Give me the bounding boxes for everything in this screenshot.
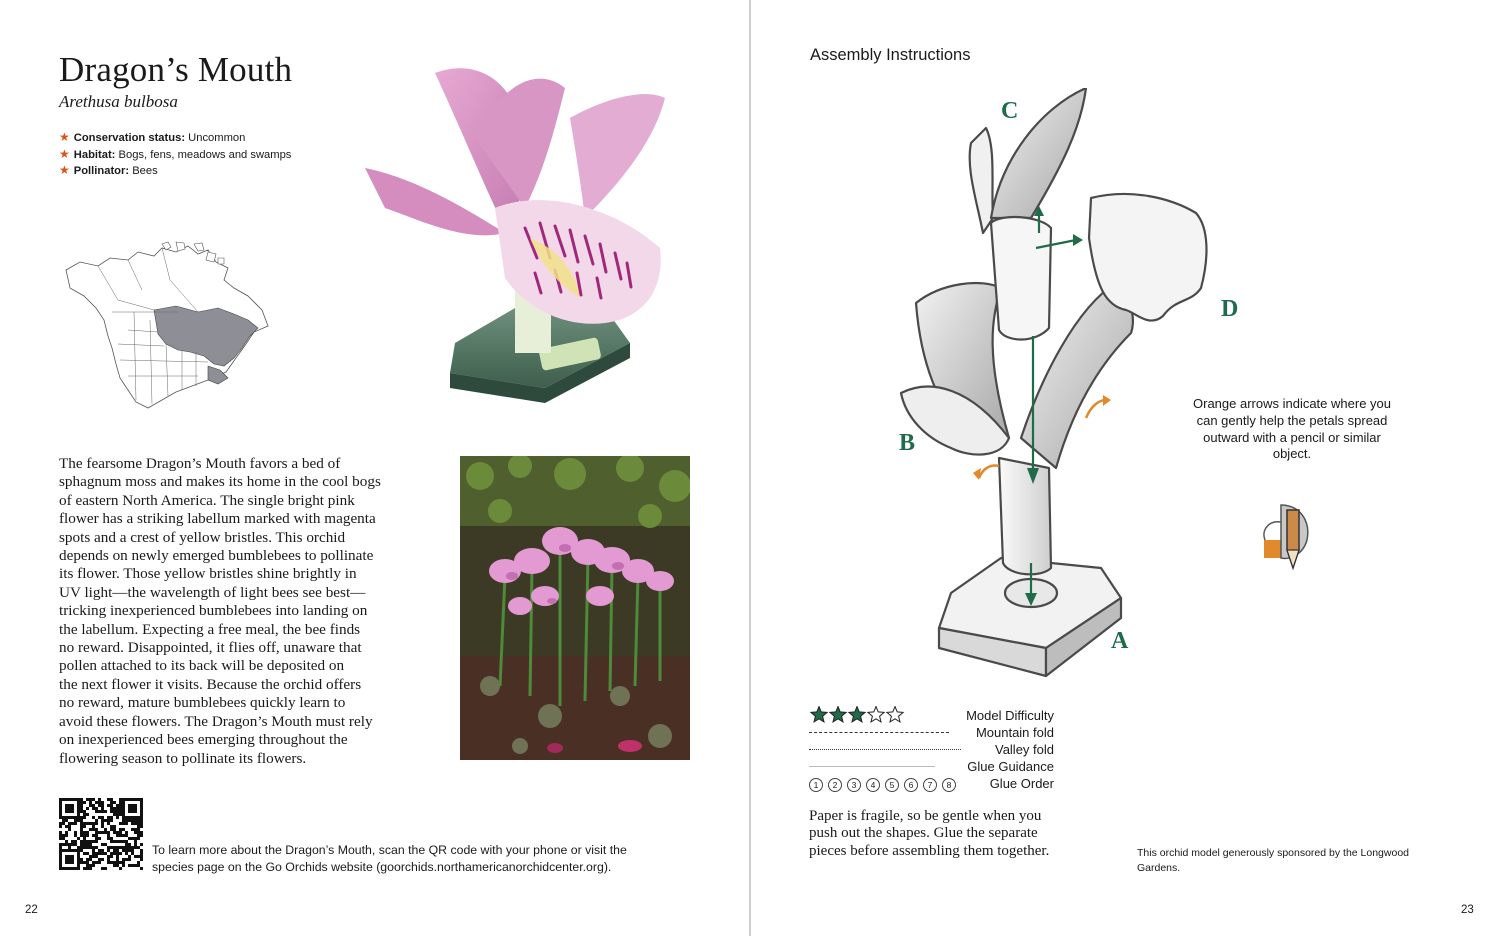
body-line: its flower. Those yellow bristles shine brightly in xyxy=(59,565,357,583)
glue-guidance-line-icon xyxy=(809,766,935,767)
qr-finder-icon xyxy=(59,849,80,870)
glue-order-numbers xyxy=(809,776,961,792)
body-line: the next flower it visits. Because the orchid offers xyxy=(59,675,362,693)
fact-habitat xyxy=(59,147,291,164)
glue-order-number: 8 xyxy=(942,778,956,792)
body-line: tricking inexperienced bumblebees into landing on xyxy=(59,602,368,620)
difficulty-stars xyxy=(809,706,909,723)
qr-caption xyxy=(152,842,712,876)
facts-list xyxy=(59,130,291,180)
body-line: pollen attached to its back will be deposited on xyxy=(59,657,345,675)
glue-order-number: 5 xyxy=(885,778,899,792)
assembly-diagram xyxy=(891,88,1271,688)
legend-label: Glue Order xyxy=(989,776,1054,791)
field-photo xyxy=(460,456,690,760)
star-filled-icon xyxy=(849,707,865,722)
fragile-note: Paper is fragile, so be gentle when you push out the shapes. Glue the separate pieces before assembling them together. xyxy=(809,808,1050,859)
glue-order-number: 4 xyxy=(866,778,880,792)
paper-model-photo xyxy=(355,58,675,403)
star-empty-icon xyxy=(887,707,903,722)
latin-name: Arethusa bulbosa xyxy=(59,92,178,111)
label-c: C xyxy=(1001,98,1019,124)
fact-pollinator xyxy=(59,163,291,180)
body-line: depends on newly emerged bumblebees to pollinate xyxy=(59,547,374,565)
page-number: 22 xyxy=(25,904,38,916)
fact-value: Bogs, fens, meadows and swamps xyxy=(115,148,292,161)
body-line: no reward, mature bumblebees quickly learn to xyxy=(59,694,346,712)
fact-label: Conservation status: xyxy=(73,132,186,144)
label-a: A xyxy=(1111,628,1129,654)
glue-order-number: 1 xyxy=(809,778,823,792)
glue-order-number: 2 xyxy=(828,778,842,792)
fact-value: Uncommon xyxy=(185,132,246,144)
body-line: avoid these flowers. The Dragon’s Mouth must rely xyxy=(59,712,373,730)
page-number: 23 xyxy=(1461,904,1474,916)
body-line: of eastern North America. The single bright pink xyxy=(59,491,355,509)
right-page xyxy=(751,0,1500,936)
glue-order-number: 6 xyxy=(904,778,918,792)
body-line: sphagnum moss and makes its home in the cool bogs xyxy=(59,473,381,491)
body-text xyxy=(59,455,449,768)
left-page xyxy=(0,0,749,936)
qr-finder-icon xyxy=(122,798,143,819)
qr-code[interactable] xyxy=(59,798,143,872)
legend-label: Model Difficulty xyxy=(966,708,1054,723)
sponsor-note: This orchid model generously sponsored by the Longwood Gardens. xyxy=(1137,847,1410,874)
legend-label: Valley fold xyxy=(994,742,1054,757)
body-line: flowering season to pollinate its flowers. xyxy=(59,749,307,767)
fact-label: Pollinator: xyxy=(73,165,130,177)
species-title: Dragon’s Mouth xyxy=(59,50,293,89)
legend xyxy=(809,706,1054,791)
body-line: flower has a striking labellum marked with magenta xyxy=(59,510,376,528)
body-line: The fearsome Dragon’s Mouth favors a bed of xyxy=(59,455,341,472)
label-b: B xyxy=(899,430,916,456)
glue-order-number: 7 xyxy=(923,778,937,792)
valley-fold-line-icon xyxy=(809,749,961,750)
legend-label: Glue Guidance xyxy=(967,759,1054,774)
legend-mountain-fold xyxy=(809,723,1054,740)
legend-label: Mountain fold xyxy=(975,725,1054,740)
orange-arrows-note: Orange arrows indicate where you can gently help the petals spread outward with a pencil or similar object. xyxy=(1193,396,1391,462)
body-line: on inexperienced bees emerging throughout the xyxy=(59,731,348,749)
qr-caption-line: species page on the Go Orchids website (goorchids.northamericanorchidcenter.org). xyxy=(152,860,612,874)
instructions-heading: Assembly Instructions xyxy=(810,46,971,64)
body-line: no reward. Disappointed, it flies off, unaware that xyxy=(59,639,362,657)
body-line: the labellum. Expecting a free meal, the bee finds xyxy=(59,620,361,638)
fact-conservation xyxy=(59,130,291,147)
body-line: UV light—the wavelength of light bees see best— xyxy=(59,583,366,601)
body-line: spots and a crest of yellow bristles. This orchid xyxy=(59,528,346,546)
label-d: D xyxy=(1221,296,1239,322)
star-bullet-icon: ★ xyxy=(59,130,70,144)
glue-order-number: 3 xyxy=(847,778,861,792)
star-empty-icon xyxy=(868,707,884,722)
qr-finder-icon xyxy=(59,798,80,819)
fact-label: Habitat: xyxy=(73,148,116,161)
legend-glue-guidance xyxy=(809,757,1054,774)
pencil-icon xyxy=(1259,500,1319,572)
legend-valley-fold xyxy=(809,740,1054,757)
star-bullet-icon: ★ xyxy=(59,163,70,177)
legend-difficulty xyxy=(809,706,1054,723)
star-filled-icon xyxy=(830,707,846,722)
star-filled-icon xyxy=(811,707,827,722)
legend-glue-order xyxy=(809,774,1054,791)
qr-caption-line: To learn more about the Dragon’s Mouth, scan the QR code with your phone or visit the xyxy=(152,843,627,857)
mountain-fold-line-icon xyxy=(809,732,949,733)
range-map xyxy=(58,240,273,415)
fact-value: Bees xyxy=(129,165,158,177)
star-bullet-icon: ★ xyxy=(59,146,70,161)
